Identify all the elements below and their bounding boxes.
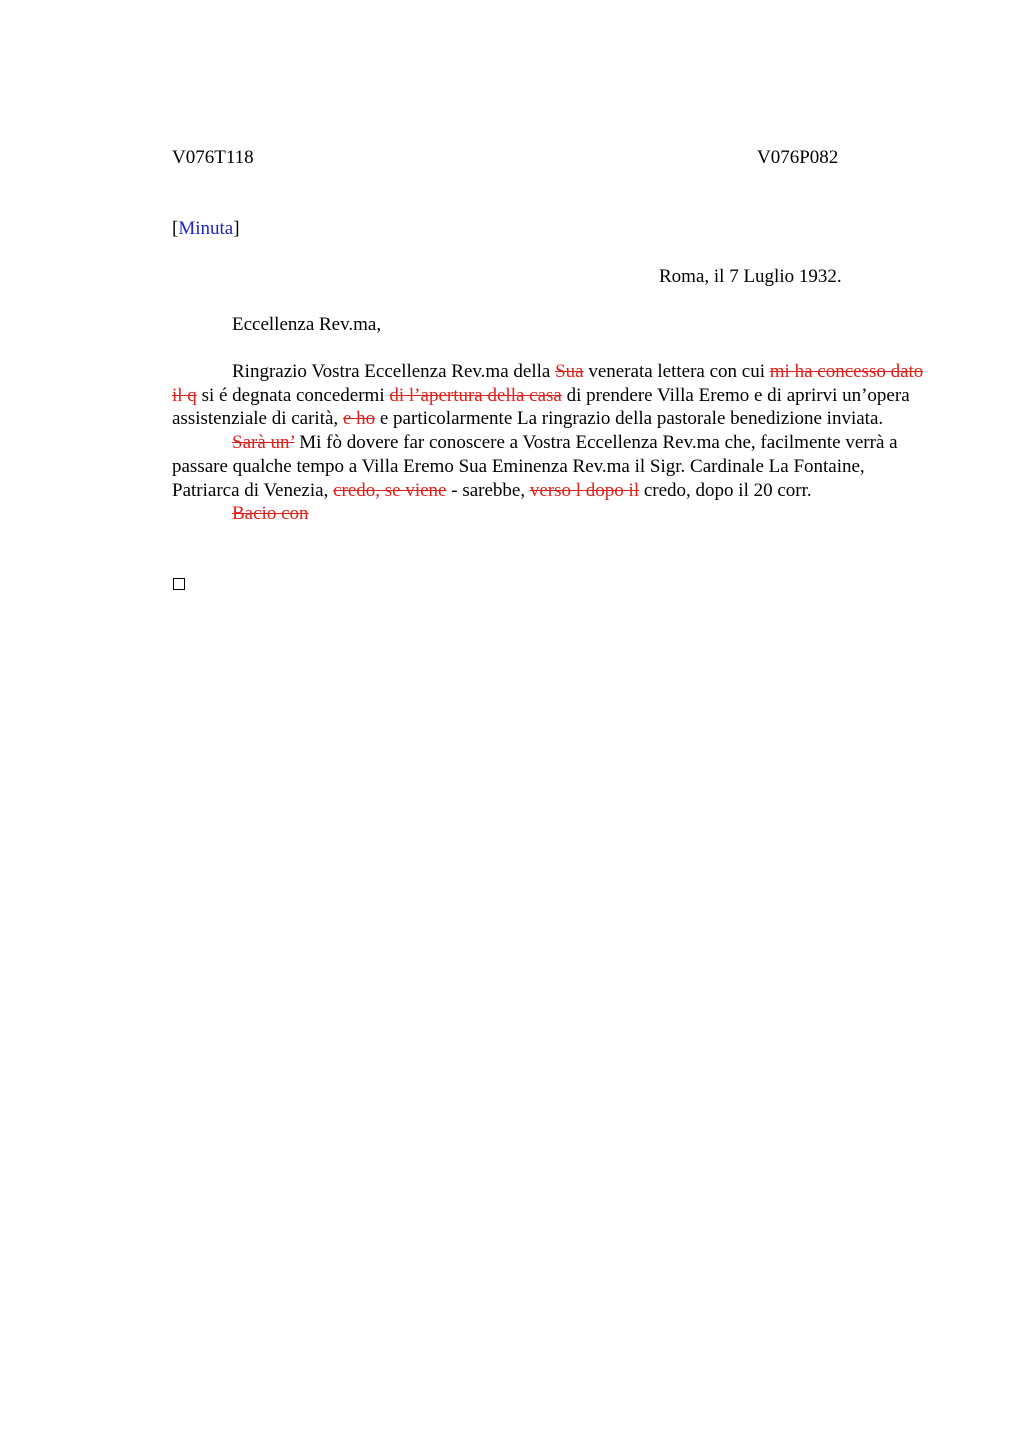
deleted-text: Sua xyxy=(555,361,584,382)
paragraph-1 xyxy=(172,360,924,431)
deleted-text: Sarà un’ xyxy=(232,432,295,454)
text-run: - sarebbe, xyxy=(446,479,530,501)
text-run: di prendere Villa Eremo e di aprirvi un’opera assistenziale di carità, xyxy=(172,384,910,430)
text-run: si é degnata concedermi xyxy=(196,384,390,406)
paragraph-2 xyxy=(172,431,924,502)
salutation: Eccellenza Rev.ma, xyxy=(232,314,382,335)
bracket-open: [ xyxy=(172,218,179,239)
letter-body xyxy=(172,360,924,526)
text-run: credo, dopo il 20 corr. xyxy=(639,479,812,501)
draft-label: Minuta xyxy=(178,218,234,239)
deleted-text: mi ha concesso dato il q xyxy=(172,361,924,406)
paragraph-3 xyxy=(172,502,924,526)
text-run: venerata lettera con cui xyxy=(583,361,770,382)
text-run: Mi fò dovere far conoscere a Vostra Eccellenza Rev.ma che, facilmente verrà a passare qualche tempo a Villa Eremo Sua Eminenza Rev.ma il Sigr. Cardinale La Fontaine, Patriarca di Venezia, xyxy=(172,432,898,501)
deleted-text: di l’apertura della casa xyxy=(389,384,562,406)
deleted-text: credo, se viene xyxy=(333,479,447,501)
draft-note xyxy=(172,217,240,241)
bracket-close: ] xyxy=(233,218,240,239)
deleted-text: verso l dopo il xyxy=(529,479,640,501)
text-run: Ringrazio Vostra Eccellenza Rev.ma della xyxy=(232,361,556,382)
document-code-right: V076P082 xyxy=(757,147,839,168)
dateline: Roma, il 7 Luglio 1932. xyxy=(659,266,842,287)
document-code-left: V076T118 xyxy=(172,147,254,168)
deleted-text: Bacio con xyxy=(232,503,309,525)
checkbox-square-icon xyxy=(173,578,185,590)
text-run: e particolarmente La ringrazio della pastorale benedizione inviata. xyxy=(375,408,884,430)
deleted-text: e ho xyxy=(342,408,376,430)
